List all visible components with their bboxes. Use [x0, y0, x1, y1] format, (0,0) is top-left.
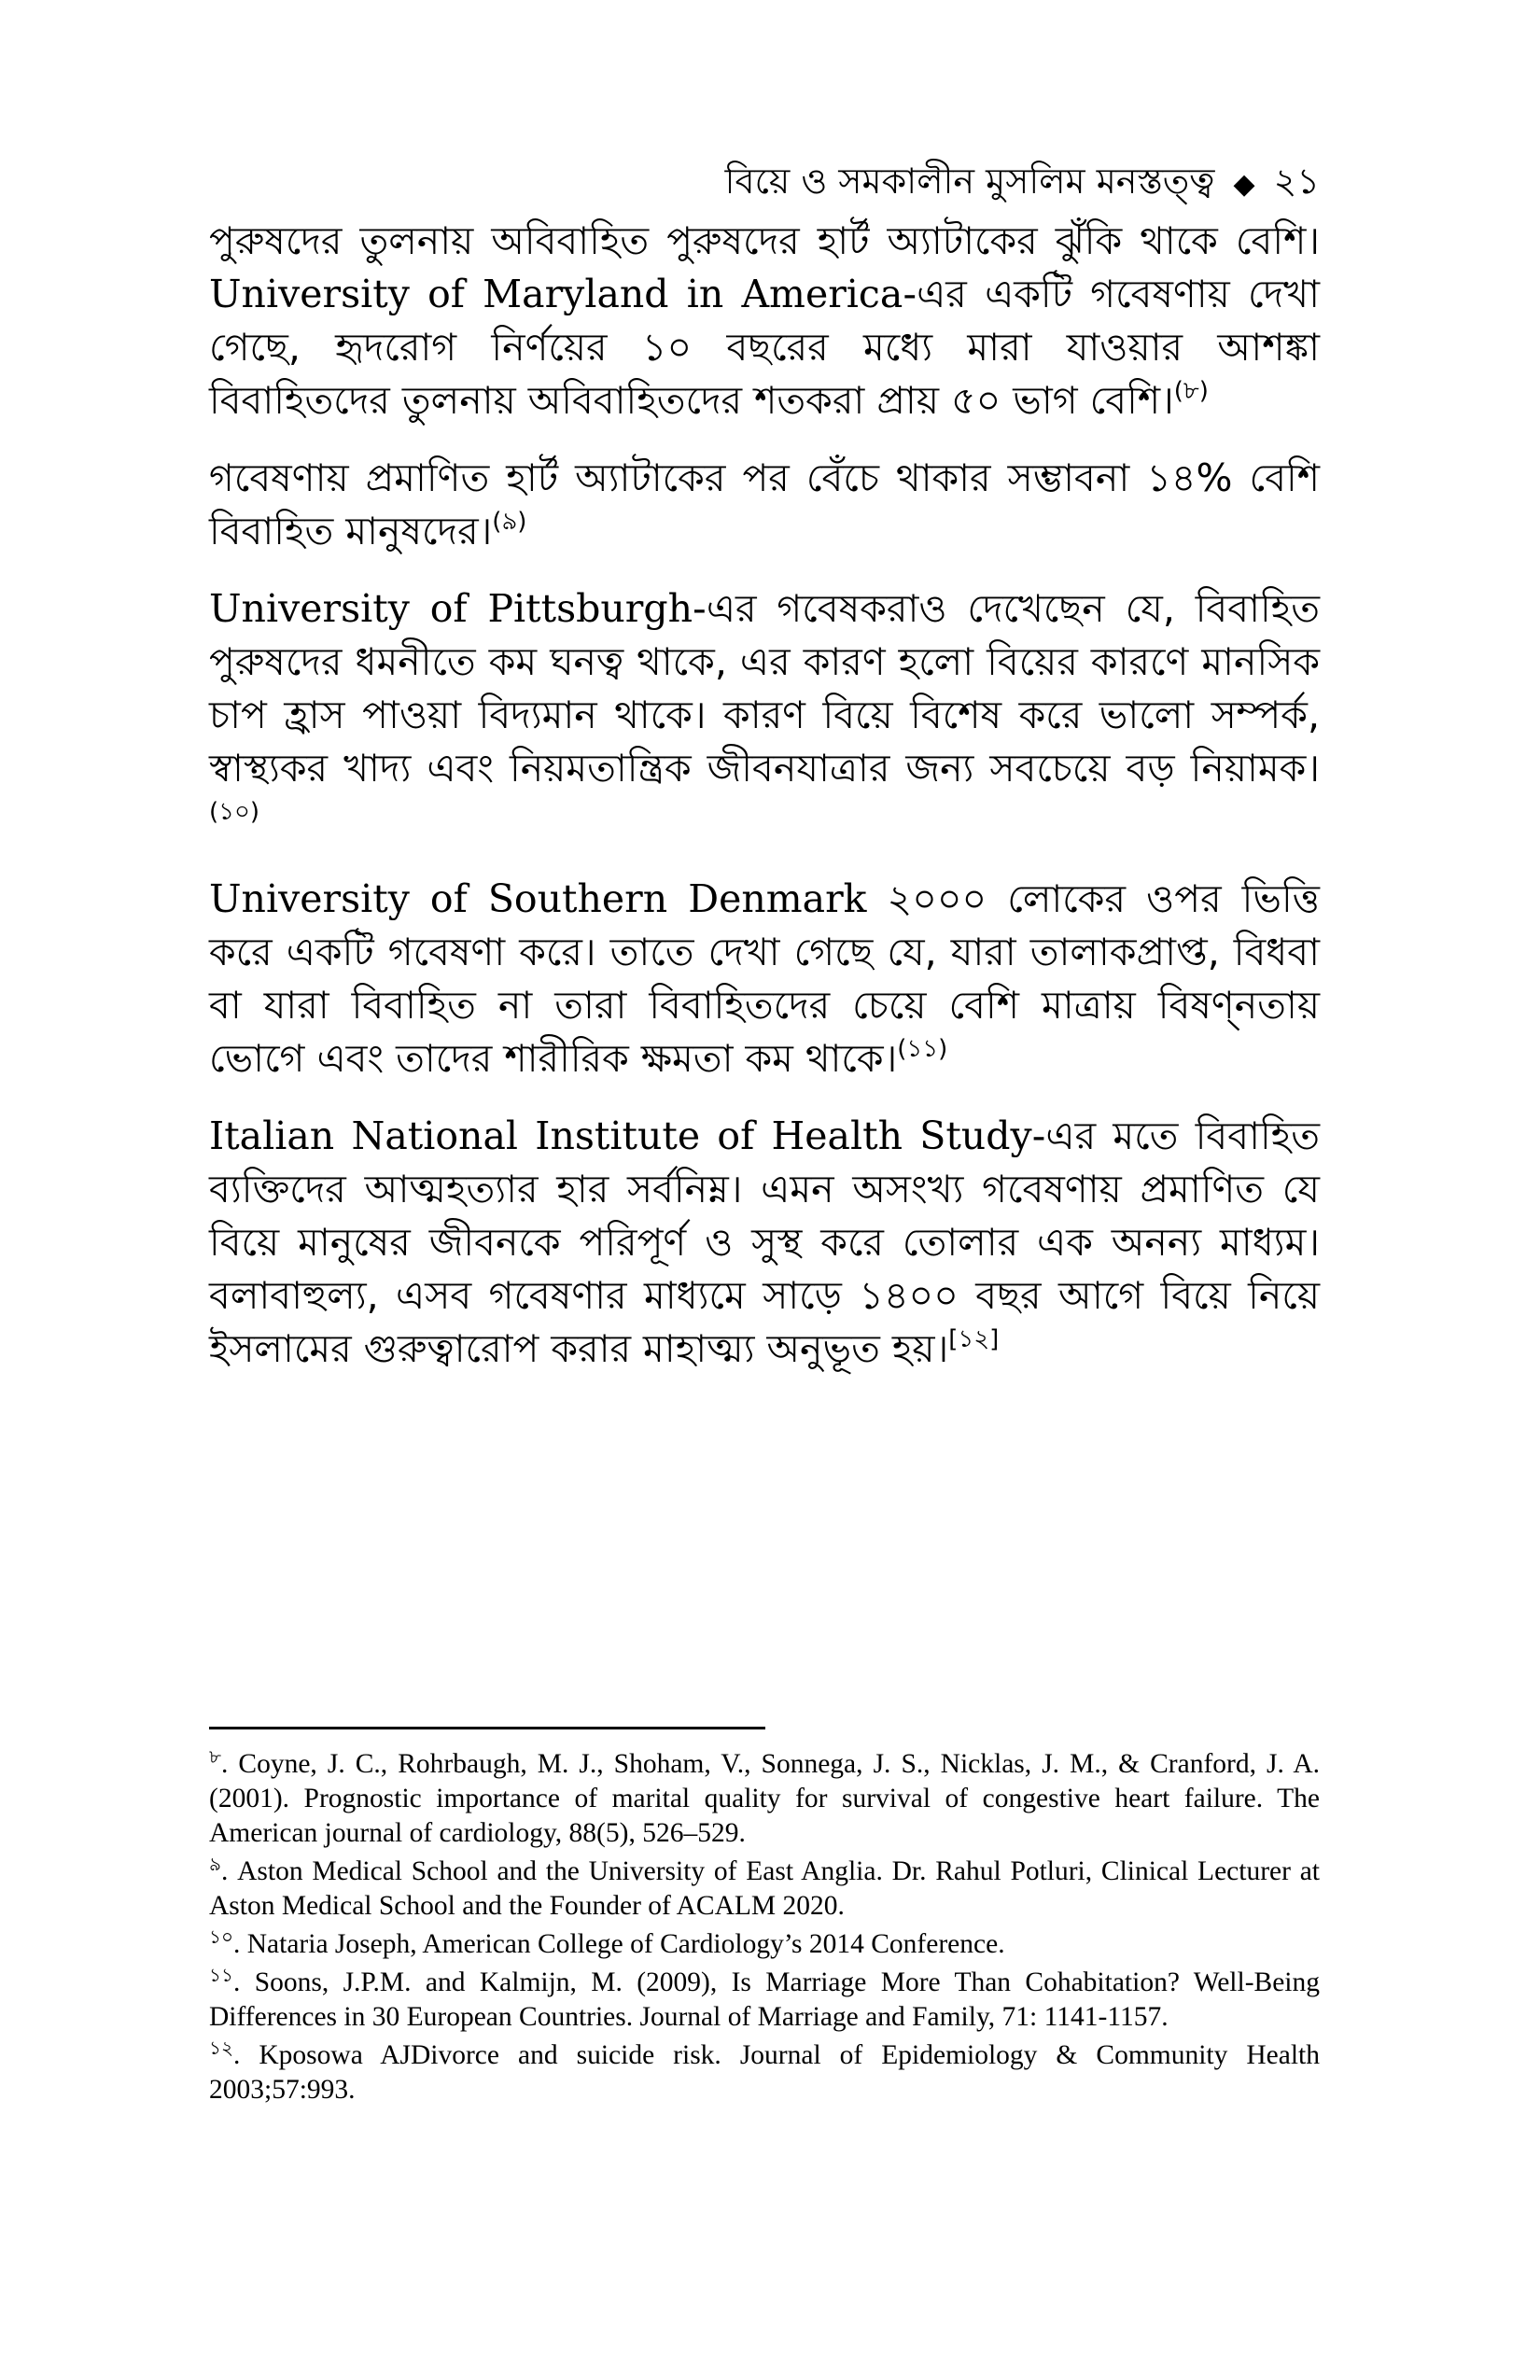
footnote-9 [209, 1855, 1320, 1924]
footnote-reference[interactable]: (৯) [492, 508, 527, 536]
paragraph-latin-text: University of Southern Denmark [209, 876, 867, 921]
footnote-text: . Kposowa AJDivorce and suicide risk. Journal of Epidemiology & Community Health 2003;57:993. [209, 2040, 1320, 2105]
paragraph-latin-text: University of Maryland in America [209, 272, 903, 316]
footnote-8 [209, 1747, 1320, 1851]
paragraph-2 [209, 452, 1320, 558]
paragraph-text: গবেষণায় প্রমাণিত হার্ট অ্যাটাকের পর বেঁচে থাকার সম্ভাবনা ১৪% বেশি বিবাহিত মানুষদের। [209, 455, 1320, 553]
footnote-number: ৯ [209, 1853, 221, 1875]
footnote-reference[interactable]: [১২] [948, 1325, 1000, 1353]
footnote-text: . Aston Medical School and the University of East Anglia. Dr. Rahul Potluri, Clinical Lecturer at Aston Medical School and the Founder of ACALM 2020. [209, 1856, 1320, 1921]
paragraph-text: পুরুষদের তুলনায় অবিবাহিত পুরুষদের হার্ট অ্যাটাকের ঝুঁকি থাকে বেশি। [209, 218, 1320, 263]
page-body [209, 157, 1320, 1400]
footnotes [209, 1747, 1320, 2111]
footnote-number: ১০ [209, 1925, 233, 1948]
footnote-number: ১১ [209, 1964, 233, 1986]
paragraph-text: ২০০০ লোকের ওপর ভিত্তি করে একটি গবেষণা করে। তাতে দেখা গেছে যে, যারা তালাকপ্রাপ্ত, বিধবা বা যারা বিবাহিত না তারা বিবাহিতদের চেয়ে বেশি মাত্রায় বিষণ্নতায় ভোগে এবং তাদের শারীরিক ক্ষমতা কম থাকে। [209, 876, 1320, 1081]
footnote-number: ৮ [209, 1745, 221, 1768]
paragraph-text: -এর গবেষকরাও দেখেছেন যে, বিবাহিত পুরুষদের ধমনীতে কম ঘনত্ব থাকে, এর কারণ হলো বিয়ের কারণে মানসিক চাপ হ্রাস পাওয়া বিদ্যমান থাকে। কারণ বিয়ে বিশেষ করে ভালো সম্পর্ক, স্বাস্থ্যকর খাদ্য এবং নিয়মতান্ত্রিক জীবনযাত্রার জন্য সবচেয়ে বড় নিয়ামক। [209, 586, 1320, 791]
footnote-reference[interactable]: (১০) [209, 798, 260, 826]
footnote-divider [209, 1727, 765, 1729]
running-header [209, 157, 1320, 209]
book-title: বিয়ে ও সমকালীন মুসলিম মনস্তত্ত্ব [724, 161, 1215, 202]
footnote-12 [209, 2038, 1320, 2107]
footnote-text: . Coyne, J. C., Rohrbaugh, M. J., Shoham, V., Sonnega, J. S., Nicklas, J. M., & Cranford, J. A. (2001). Prognostic importance of marital quality for survival of congestive heart failure. The American journal of cardiology, 88(5), 526–529. [209, 1749, 1320, 1848]
paragraph-3 [209, 582, 1320, 848]
footnote-text: . Nataria Joseph, American College of Cardiology’s 2014 Conference. [232, 1929, 1005, 1959]
footnote-11 [209, 1966, 1320, 2035]
footnote-10 [209, 1927, 1320, 1962]
footnote-number: ১২ [209, 2037, 233, 2059]
paragraph-text: -এর একটি গবেষণায় দেখা গেছে, হৃদরোগ নির্ণয়ের ১০ বছরের মধ্যে মারা যাওয়ার আশঙ্কা বিবাহিতদের তুলনায় অবিবাহিতদের শতকরা প্রায় ৫০ ভাগ বেশি। [209, 272, 1320, 423]
paragraph-4 [209, 873, 1320, 1085]
paragraph-text: -এর মতে বিবাহিত ব্যক্তিদের আত্মহত্যার হার সর্বনিম্ন। এমন অসংখ্য গবেষণায় প্রমাণিত যে বিয়ে মানুষের জীবনকে পরিপূর্ণ ও সুস্থ করে তোলার এক অনন্য মাধ্যম। বলাবাহুল্য, এসব গবেষণার মাধ্যমে সাড়ে ১৪০০ বছর আগে বিয়ে নিয়ে ইসলামের গুরুত্বারোপ করার মাহাত্ম্য অনুভূত হয়। [209, 1113, 1320, 1371]
footnote-reference[interactable]: (১১) [897, 1035, 948, 1063]
paragraph-latin-text: University of Pittsburgh [209, 586, 693, 631]
footnote-text: . Soons, J.P.M. and Kalmijn, M. (2009), Is Marriage More Than Cohabitation? Well-Being Differences in 30 European Countries. Journal of Marriage and Family, 71: 1141-1157. [209, 1967, 1320, 2032]
paragraph-latin-text: Italian National Institute of Health Study [209, 1113, 1032, 1158]
diamond-separator-icon: ◆ [1233, 168, 1255, 201]
paragraph-5 [209, 1110, 1320, 1376]
footnote-reference[interactable]: (৮) [1173, 377, 1209, 405]
page-number: ২১ [1273, 161, 1320, 202]
paragraph-1 [209, 215, 1320, 427]
